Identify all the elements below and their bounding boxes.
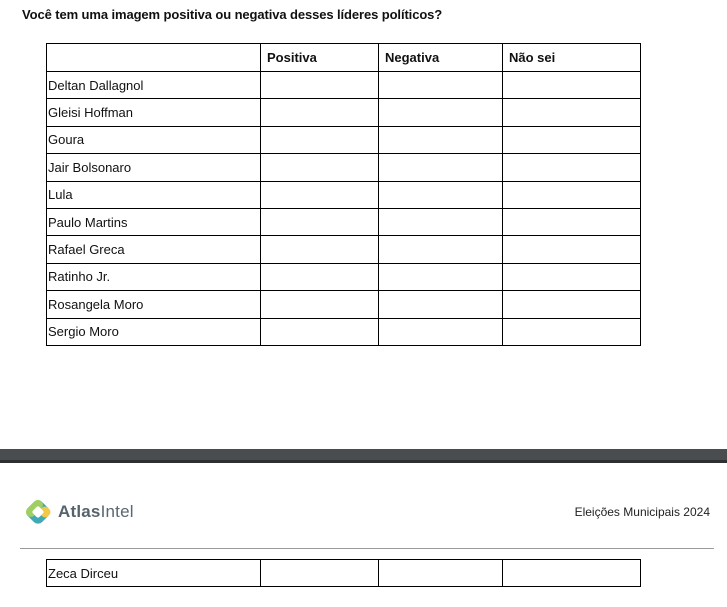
header-negativa: Negativa xyxy=(379,44,503,72)
logo-word-light: Intel xyxy=(100,502,134,521)
logo-word-bold: Atlas xyxy=(58,502,101,521)
answer-cell-positiva[interactable] xyxy=(261,263,379,290)
answer-cell-nao-sei[interactable] xyxy=(503,72,641,99)
politician-name: Zeca Dirceu xyxy=(47,560,261,587)
header-divider xyxy=(20,548,714,549)
answer-cell-negativa[interactable] xyxy=(379,72,503,99)
answer-cell-negativa[interactable] xyxy=(379,126,503,153)
table-row xyxy=(47,99,641,126)
header-positiva: Positiva xyxy=(261,44,379,72)
answer-cell-negativa[interactable] xyxy=(379,318,503,345)
table-row xyxy=(47,318,641,345)
answer-cell-nao-sei[interactable] xyxy=(503,263,641,290)
answer-cell-negativa[interactable] xyxy=(379,560,503,587)
politician-name: Sergio Moro xyxy=(47,318,261,345)
answer-cell-positiva[interactable] xyxy=(261,99,379,126)
table-row xyxy=(47,291,641,318)
logo-wordmark xyxy=(58,502,134,522)
rating-table-continued xyxy=(46,559,641,587)
politician-name: Goura xyxy=(47,126,261,153)
answer-cell-negativa[interactable] xyxy=(379,263,503,290)
answer-cell-negativa[interactable] xyxy=(379,154,503,181)
table-row xyxy=(47,72,641,99)
question-text: Você tem uma imagem positiva ou negativa desses líderes políticos? xyxy=(22,7,443,22)
answer-cell-positiva[interactable] xyxy=(261,236,379,263)
politician-name: Gleisi Hoffman xyxy=(47,99,261,126)
table-row xyxy=(47,236,641,263)
answer-cell-nao-sei[interactable] xyxy=(503,126,641,153)
answer-cell-negativa[interactable] xyxy=(379,236,503,263)
rating-table xyxy=(46,43,641,346)
answer-cell-nao-sei[interactable] xyxy=(503,318,641,345)
table-row xyxy=(47,560,641,587)
answer-cell-positiva[interactable] xyxy=(261,154,379,181)
politician-name: Rafael Greca xyxy=(47,236,261,263)
politician-name: Ratinho Jr. xyxy=(47,263,261,290)
politician-name: Lula xyxy=(47,181,261,208)
answer-cell-positiva[interactable] xyxy=(261,72,379,99)
answer-cell-nao-sei[interactable] xyxy=(503,291,641,318)
table-row xyxy=(47,181,641,208)
answer-cell-negativa[interactable] xyxy=(379,181,503,208)
header-cell-empty xyxy=(47,44,261,72)
answer-cell-positiva[interactable] xyxy=(261,560,379,587)
answer-cell-nao-sei[interactable] xyxy=(503,208,641,235)
document-header-title: Eleições Municipais 2024 xyxy=(574,505,710,519)
answer-cell-negativa[interactable] xyxy=(379,99,503,126)
politician-name: Rosangela Moro xyxy=(47,291,261,318)
politician-name: Deltan Dallagnol xyxy=(47,72,261,99)
answer-cell-negativa[interactable] xyxy=(379,208,503,235)
table-row xyxy=(47,126,641,153)
table-row xyxy=(47,208,641,235)
politician-name: Jair Bolsonaro xyxy=(47,154,261,181)
answer-cell-nao-sei[interactable] xyxy=(503,154,641,181)
answer-cell-nao-sei[interactable] xyxy=(503,181,641,208)
answer-cell-positiva[interactable] xyxy=(261,291,379,318)
table-row xyxy=(47,263,641,290)
answer-cell-positiva[interactable] xyxy=(261,208,379,235)
answer-cell-negativa[interactable] xyxy=(379,291,503,318)
atlasintel-logo xyxy=(24,498,134,526)
answer-cell-nao-sei[interactable] xyxy=(503,236,641,263)
atlasintel-logo-icon xyxy=(24,498,52,526)
answer-cell-positiva[interactable] xyxy=(261,126,379,153)
header-nao-sei: Não sei xyxy=(503,44,641,72)
answer-cell-nao-sei[interactable] xyxy=(503,99,641,126)
answer-cell-positiva[interactable] xyxy=(261,318,379,345)
answer-cell-nao-sei[interactable] xyxy=(503,560,641,587)
answer-cell-positiva[interactable] xyxy=(261,181,379,208)
page-break-bar xyxy=(0,449,727,463)
table-header-row xyxy=(47,44,641,72)
table-row xyxy=(47,154,641,181)
politician-name: Paulo Martins xyxy=(47,208,261,235)
